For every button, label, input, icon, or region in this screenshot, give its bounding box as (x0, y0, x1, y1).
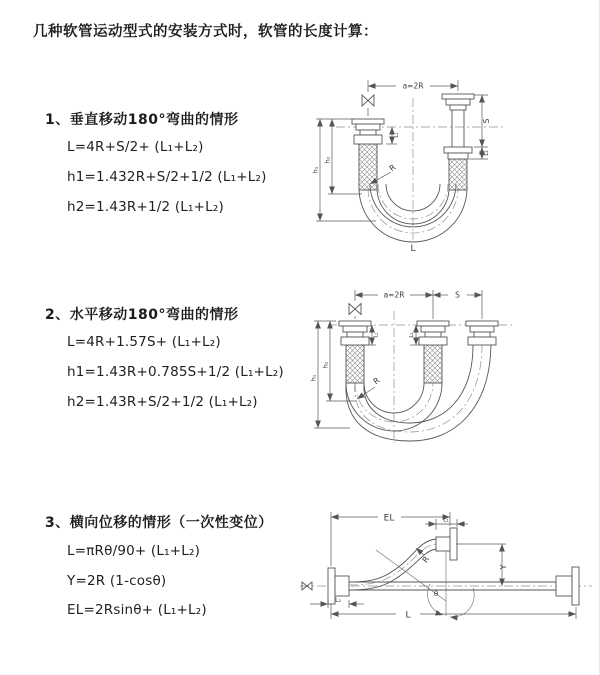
dim-label-h1: h₁ (310, 374, 318, 382)
dim-label-y: Y (499, 564, 508, 570)
diagram-vertical-180 (312, 72, 590, 255)
dim-label-s: S (455, 290, 460, 300)
dimension-lines (310, 512, 576, 619)
dim-label-h1: h₁ (312, 166, 320, 174)
flange-upper (436, 528, 457, 560)
dim-label-l1: L₁ (373, 332, 380, 338)
flange-left (339, 321, 371, 345)
dim-label-span: a=2R (383, 290, 405, 300)
formula-line: Y=2R (1-cosθ) (67, 573, 167, 589)
dim-label-span: a=2R (402, 81, 424, 91)
flange-middle (417, 321, 449, 345)
dimension-lines (314, 290, 482, 428)
page-title: 几种软管运动型式的安装方式时，软管的长度计算： (33, 24, 378, 40)
diagram-lateral-displacement (298, 504, 598, 644)
braided-hose-left (359, 144, 377, 190)
formula-line: EL=2Rsinθ+ (L₁+L₂) (67, 602, 207, 618)
dim-label-l2: L₂ (335, 597, 341, 604)
dim-label-el: EL (383, 513, 395, 524)
valve-icon (362, 95, 374, 106)
section-2-heading: 2、水平移动180°弯曲的情形 (45, 307, 239, 323)
dim-label-r: R (371, 375, 382, 387)
valve-icon (349, 304, 361, 315)
flange-right (556, 567, 579, 605)
braided-hose-middle (424, 345, 442, 383)
formula-line: L=4R+1.57S+ (L₁+L₂) (67, 334, 221, 350)
braided-hose-left (346, 345, 364, 383)
section-1-heading: 1、垂直移动180°弯曲的情形 (45, 112, 239, 128)
formula-line: h1=1.432R+S/2+1/2 (L₁+L₂) (67, 169, 267, 185)
dim-label-l: L (410, 244, 416, 254)
dim-label-l2: L₂ (409, 332, 415, 338)
dim-label-l1: L₁ (443, 516, 449, 524)
formula-line: h2=1.43R+1/2 (L₁+L₂) (67, 199, 224, 215)
braided-hose-right (449, 159, 467, 190)
dim-label-s: S (482, 118, 491, 124)
hose-walls (346, 345, 491, 441)
dim-label-l2: L₂ (484, 150, 490, 156)
formula-line: h2=1.43R+S/2+1/2 (L₁+L₂) (67, 394, 258, 410)
dim-label-h2: h₂ (321, 361, 330, 369)
formula-line: L=πRθ/90+ (L₁+L₂) (67, 543, 201, 559)
formula-line: h1=1.43R+0.785S+1/2 (L₁+L₂) (67, 364, 284, 380)
flange-left (352, 119, 384, 144)
dim-label-l1: L₁ (394, 132, 400, 138)
dim-label-r: R (420, 554, 432, 565)
formula-line: L=4R+S/2+ (L₁+L₂) (67, 139, 204, 155)
dim-label-r: R (387, 162, 398, 174)
dim-label-h2: h₂ (323, 156, 332, 164)
diagram-horizontal-180 (310, 283, 590, 451)
flange-right (466, 321, 498, 345)
flange-right (442, 94, 474, 159)
dim-label-l: L (405, 610, 411, 621)
section-3-heading: 3、横向位移的情形（一次性变位） (45, 515, 273, 531)
dim-label-theta: θ (433, 590, 439, 598)
